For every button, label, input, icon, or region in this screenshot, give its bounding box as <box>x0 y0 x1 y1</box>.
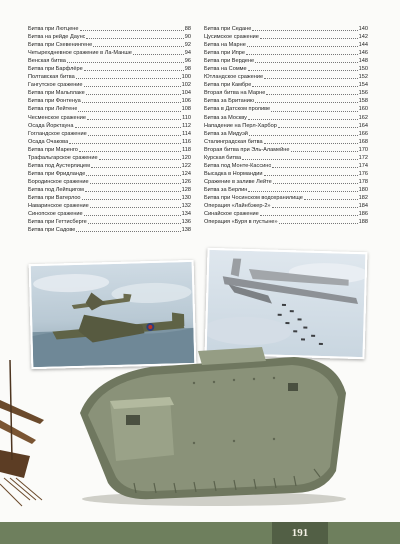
toc-entry <box>28 65 191 73</box>
toc-entry-page: 146 <box>358 50 368 57</box>
toc-entry <box>204 122 368 130</box>
toc-entry-title: Битва при Ипре <box>204 50 246 57</box>
toc-entry-title: Битва за Берлин <box>204 186 248 193</box>
toc-entry-page: 180 <box>358 186 368 193</box>
toc-leader-dots <box>78 111 180 112</box>
toc-entry <box>28 146 191 154</box>
toc-leader-dots <box>247 46 358 47</box>
tank-illustration <box>74 343 354 508</box>
toc-entry <box>204 73 368 81</box>
toc-entry-title: Операция «Буря в пустыне» <box>204 219 278 226</box>
toc-entry-page: 152 <box>358 74 368 81</box>
toc-entry-title: Осада Йорктауна <box>28 122 74 129</box>
toc-entry-page: 138 <box>181 227 191 234</box>
toc-entry <box>28 41 191 49</box>
toc-entry-page: 114 <box>182 130 191 137</box>
toc-entry <box>28 210 191 218</box>
toc-entry-title: Битва при Вердене <box>204 58 255 65</box>
toc-leader-dots <box>87 119 181 120</box>
toc-entry-title: Цусимское сражение <box>204 34 259 41</box>
toc-entry-title: Битва при Чосинском водохранилище <box>204 194 303 201</box>
toc-entry <box>204 146 368 154</box>
toc-entry-title: Битва в Датском проливе <box>204 106 271 113</box>
toc-leader-dots <box>84 86 181 87</box>
toc-entry-title: Четырехдневное сражение в Ла-Манше <box>28 50 132 57</box>
toc-entry-title: Битва за Британию <box>204 98 255 105</box>
toc-leader-dots <box>278 127 358 128</box>
toc-entry <box>28 57 191 65</box>
toc-entry <box>28 97 191 105</box>
toc-entry <box>28 49 191 57</box>
toc-entry <box>204 170 368 178</box>
toc-entry <box>28 81 191 89</box>
toc-entry-page: 184 <box>358 203 368 210</box>
toc-entry-title: Венская битва <box>28 58 66 65</box>
toc-entry <box>28 170 191 178</box>
toc-entry <box>204 25 368 33</box>
toc-entry-title: Битва за Москву <box>204 114 247 121</box>
footer-band <box>0 522 400 544</box>
toc-entry-page: 156 <box>358 90 368 97</box>
toc-entry <box>28 122 191 130</box>
toc-entry <box>204 210 368 218</box>
toc-entry <box>28 105 191 113</box>
toc-entry-page: 164 <box>358 122 368 129</box>
toc-entry-page: 116 <box>182 138 191 145</box>
toc-entry-title: Нападение на Перл-Харбор <box>204 122 277 129</box>
toc-entry-title: Гангутское сражение <box>28 82 83 89</box>
toc-entry <box>204 41 368 49</box>
toc-leader-dots <box>279 223 358 224</box>
toc-entry-title: Осада Очакова <box>28 138 69 145</box>
toc-entry-title: Синайское сражение <box>204 211 259 218</box>
toc-entry-title: Полтавская битва <box>28 74 75 81</box>
toc-leader-dots <box>255 62 358 63</box>
toc-entry-page: 186 <box>358 211 368 218</box>
toc-entry-title: Битва под Монте-Кассино <box>204 162 272 169</box>
toc-leader-dots <box>88 135 181 136</box>
toc-entry-title: Операция «Лайнбэкер-2» <box>204 203 271 210</box>
toc-leader-dots <box>249 135 358 136</box>
toc-leader-dots <box>248 119 358 120</box>
toc-leader-dots <box>93 46 184 47</box>
toc-entry <box>204 89 368 97</box>
toc-leader-dots <box>85 191 181 192</box>
toc-leader-dots <box>75 127 182 128</box>
toc-entry <box>28 226 191 234</box>
toc-entry <box>28 218 191 226</box>
bomber-illustration <box>207 250 366 357</box>
toc-entry-page: 130 <box>181 194 191 201</box>
toc-leader-dots <box>248 70 358 71</box>
toc-entry-page: 174 <box>358 162 368 169</box>
toc-leader-dots <box>264 78 358 79</box>
toc-leader-dots <box>69 143 181 144</box>
toc-entry <box>204 105 368 113</box>
toc-entry-page: 128 <box>181 186 191 193</box>
toc-entry-page: 90 <box>184 34 191 41</box>
toc-leader-dots <box>260 38 358 39</box>
toc-entry-page: 158 <box>358 98 368 105</box>
toc-entry-page: 150 <box>358 66 368 73</box>
toc-entry-page: 92 <box>184 42 191 49</box>
toc-entry-page: 112 <box>182 122 191 129</box>
toc-leader-dots <box>80 30 184 31</box>
toc-entry-page: 142 <box>358 34 368 41</box>
toc-entry-title: Битва под Лейпцигом <box>28 186 84 193</box>
toc-column-right <box>204 25 368 226</box>
toc-entry-page: 154 <box>358 82 368 89</box>
toc-leader-dots <box>88 223 181 224</box>
toc-entry-page: 100 <box>181 74 191 81</box>
toc-entry-title: Высадка в Нормандии <box>204 170 263 177</box>
toc-entry-page: 120 <box>181 154 191 161</box>
toc-leader-dots <box>264 175 358 176</box>
toc-entry-title: Битва на Сомме <box>204 66 247 73</box>
toc-entry-title: Битва при Седане <box>204 26 252 32</box>
toc-entry-title: Битва при Садове <box>28 227 76 234</box>
toc-entry-title: Вторая битва на Марне <box>204 90 266 97</box>
toc-entry-title: Битва за Мидуэй <box>204 130 248 137</box>
toc-entry <box>28 114 191 122</box>
toc-leader-dots <box>264 143 358 144</box>
toc-entry-page: 126 <box>181 178 191 185</box>
toc-leader-dots <box>246 54 358 55</box>
toc-leader-dots <box>260 215 358 216</box>
toc-entry-page: 108 <box>181 106 191 113</box>
toc-entry <box>204 202 368 210</box>
toc-entry-title: Сражение в заливе Лейте <box>204 178 272 185</box>
toc-entry-title: Курская битва <box>204 154 242 161</box>
sailing-ship-illustration <box>0 360 44 510</box>
toc-leader-dots <box>242 159 358 160</box>
toc-entry-page: 106 <box>181 98 191 105</box>
toc-entry <box>204 138 368 146</box>
toc-entry-title: Битва при Барфлёре <box>28 66 83 73</box>
toc-entry-page: 104 <box>181 90 191 97</box>
toc-leader-dots <box>273 183 358 184</box>
toc-entry-title: Битва при Маренго <box>28 146 78 153</box>
toc-leader-dots <box>82 102 181 103</box>
toc-entry-page: 132 <box>181 203 191 210</box>
toc-leader-dots <box>67 62 184 63</box>
toc-leader-dots <box>272 167 357 168</box>
toc-entry-page: 94 <box>184 50 191 57</box>
toc-leader-dots <box>79 151 181 152</box>
toc-entry-title: Вторая битва при Эль-Аламейне <box>204 146 290 153</box>
toc-entry <box>28 162 191 170</box>
toc-entry-page: 148 <box>358 58 368 65</box>
toc-entry-page: 160 <box>358 106 368 113</box>
toc-entry-title: Битва при Ватерлоо <box>28 194 81 201</box>
toc-entry <box>28 89 191 97</box>
toc-entry-title: Ютландское сражение <box>204 74 264 81</box>
toc-entry <box>204 162 368 170</box>
toc-entry-title: Сталинградская битва <box>204 138 263 145</box>
toc-leader-dots <box>99 159 181 160</box>
toc-entry-page: 168 <box>358 138 368 145</box>
toc-entry <box>28 186 191 194</box>
toc-leader-dots <box>86 38 183 39</box>
toc-entry-title: Битва под Аустерлицем <box>28 162 90 169</box>
toc-leader-dots <box>291 151 358 152</box>
toc-leader-dots <box>272 207 358 208</box>
toc-entry-title: Битва при Мальплаке <box>28 90 85 97</box>
page-number: 191 <box>272 522 328 544</box>
toc-leader-dots <box>266 94 357 95</box>
toc-entry <box>204 154 368 162</box>
toc-entry-title: Битва при Лютцене <box>28 26 79 32</box>
toc-entry <box>28 138 191 146</box>
toc-entry <box>204 65 368 73</box>
toc-entry-page: 144 <box>358 42 368 49</box>
toc-entry-page: 110 <box>182 114 191 121</box>
toc-entry <box>28 73 191 81</box>
toc-entry-page: 178 <box>358 178 368 185</box>
toc-entry-title: Битва при Камбре <box>204 82 252 89</box>
toc-entry <box>204 97 368 105</box>
toc-entry-title: Битва при Схевенингене <box>28 42 93 49</box>
toc-entry-page: 176 <box>358 170 368 177</box>
toc-entry <box>204 218 368 226</box>
toc-entry-title: Чесменское сражение <box>28 114 86 121</box>
toc-entry-page: 170 <box>358 146 368 153</box>
toc-leader-dots <box>76 78 181 79</box>
toc-entry <box>28 154 191 162</box>
toc-entry-page: 96 <box>184 58 191 65</box>
toc-leader-dots <box>248 191 357 192</box>
toc-leader-dots <box>86 175 180 176</box>
toc-entry-title: Трафальгарское сражение <box>28 154 98 161</box>
toc-entry <box>28 202 191 210</box>
toc-leader-dots <box>84 70 184 71</box>
toc-entry <box>28 178 191 186</box>
toc-entry <box>204 178 368 186</box>
toc-entry-page: 166 <box>358 130 368 137</box>
toc-entry-page: 122 <box>181 162 191 169</box>
toc-leader-dots <box>90 183 181 184</box>
toc-entry <box>204 33 368 41</box>
toc-entry-page: 98 <box>184 66 191 73</box>
toc-entry <box>204 130 368 138</box>
toc-entry <box>204 194 368 202</box>
toc-entry <box>28 33 191 41</box>
toc-entry-title: Битва при Фридланде <box>28 170 86 177</box>
toc-entry <box>204 186 368 194</box>
toc-leader-dots <box>91 167 181 168</box>
toc-entry <box>28 194 191 202</box>
toc-leader-dots <box>133 54 184 55</box>
toc-entry <box>204 49 368 57</box>
toc-leader-dots <box>86 94 181 95</box>
toc-entry-page: 136 <box>181 219 191 226</box>
toc-leader-dots <box>76 231 180 232</box>
toc-leader-dots <box>255 102 358 103</box>
toc-leader-dots <box>90 207 181 208</box>
toc-entry-title: Битва на Марне <box>204 42 246 49</box>
toc-entry-page: 134 <box>181 211 191 218</box>
toc-entry-title: Битва при Фонтенуа <box>28 98 81 105</box>
toc-leader-dots <box>271 111 358 112</box>
toc-entry <box>28 130 191 138</box>
toc-entry-page: 172 <box>358 154 368 161</box>
toc-entry-title: Битва при Геттисберге <box>28 219 87 226</box>
toc-entry-page: 124 <box>181 170 191 177</box>
toc-leader-dots <box>84 215 181 216</box>
toc-entry <box>204 57 368 65</box>
toc-leader-dots <box>252 86 357 87</box>
toc-entry-title: Гогландское сражение <box>28 130 87 137</box>
toc-entry-title: Синопское сражение <box>28 211 83 218</box>
toc-entry-page: 182 <box>358 194 368 201</box>
toc-entry <box>28 25 191 33</box>
toc-entry-page: 88 <box>184 26 191 32</box>
toc-leader-dots <box>304 199 358 200</box>
toc-entry-title: Битва на рейде Даунс <box>28 34 86 41</box>
toc-entry-page: 118 <box>182 146 191 153</box>
toc-leader-dots <box>82 199 181 200</box>
toc-entry-title: Наваринское сражение <box>28 203 89 210</box>
toc-column-left <box>28 25 191 234</box>
toc-entry-page: 102 <box>181 82 191 89</box>
toc-entry-title: Бородинское сражение <box>28 178 89 185</box>
toc-entry <box>204 114 368 122</box>
toc-entry-page: 140 <box>358 26 368 32</box>
toc-entry-page: 188 <box>358 219 368 226</box>
toc-entry <box>204 81 368 89</box>
toc-leader-dots <box>252 30 357 31</box>
toc-entry-title: Битва при Лейтене <box>28 106 78 113</box>
toc-entry-page: 162 <box>358 114 368 121</box>
